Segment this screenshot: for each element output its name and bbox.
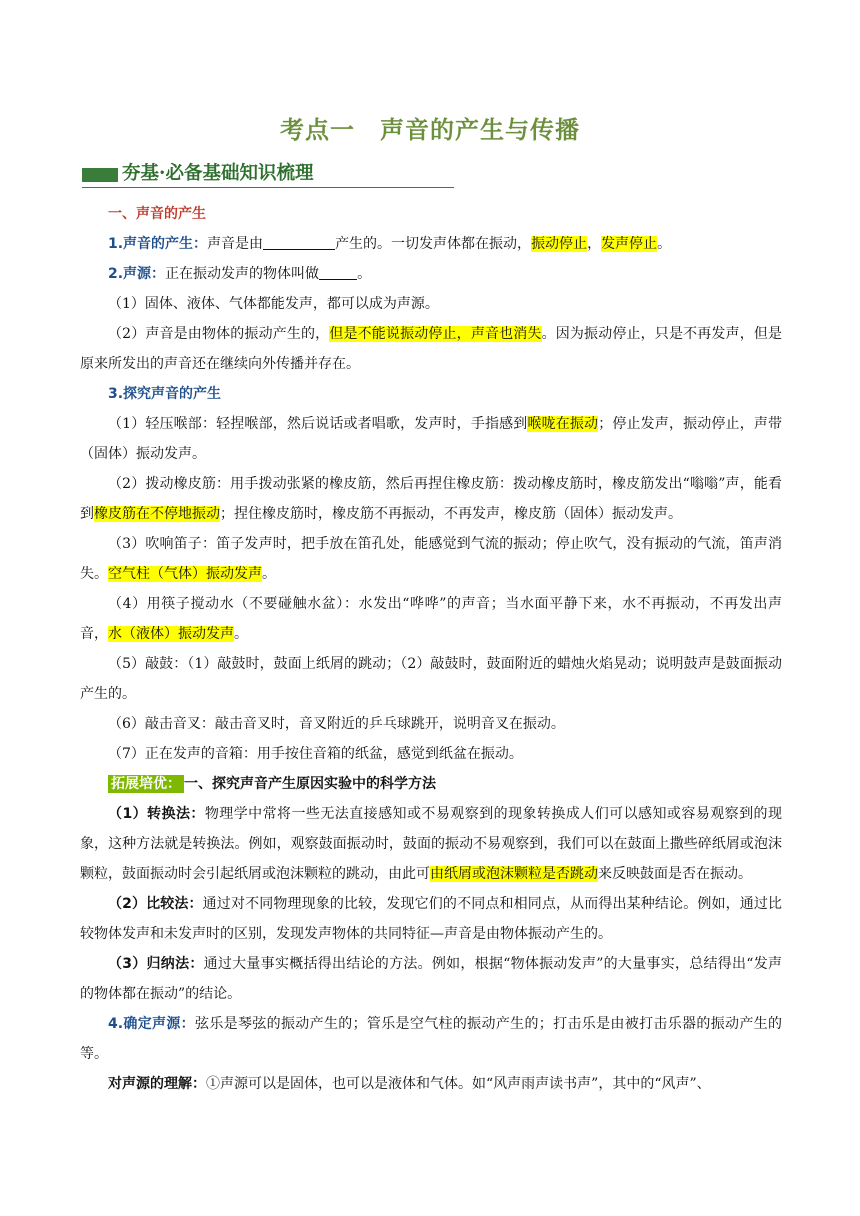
fill-in-blank xyxy=(263,233,335,250)
section-header-text: 夯基·必备基础知识梳理 xyxy=(122,163,314,184)
experiment-3: （3）吹响笛子：笛子发声时，把手放在笛孔处，能感觉到气流的振动；停止吹气，没有振动的气流，笛声消失。空气柱（气体）振动发声。 xyxy=(80,536,782,582)
paragraph-item-1: （1）固体、液体、气体都能发声，都可以成为声源。 xyxy=(108,296,439,312)
experiment-1: （1）轻压喉部：轻捏喉部，然后说话或者唱歌，发声时，手指感到喉咙在振动；停止发声，振动停止，声带（固体）振动发声。 xyxy=(80,416,783,462)
highlight: 空气柱（气体）振动发声 xyxy=(108,566,262,582)
extension-badge: 拓展培优： xyxy=(108,775,184,793)
extension-heading: 拓展培优： 一、探究声音产生原因实验中的科学方法 xyxy=(80,769,782,799)
section-header-bar xyxy=(82,168,118,182)
section-header-underline xyxy=(82,187,454,188)
experiment-6: （6）敲击音叉：敲击音叉时，音叉附近的乒乓球跳开，说明音叉在振动。 xyxy=(108,716,565,732)
highlight: 喉咙在振动 xyxy=(527,416,599,432)
paragraph-source-understanding: 对声源的理解：①声源可以是固体，也可以是液体和气体。如“风声雨声读书声”，其中的“风声”、 xyxy=(108,1076,711,1092)
paragraph-determine-source: 4.确定声源：弦乐是琴弦的振动产生的；管乐是空气柱的振动产生的；打击乐是由被打击乐器的振动产生的等。 xyxy=(80,1016,783,1062)
paragraph-sound-production: 1.声音的产生：声音是由 产生的。一切发声体都在振动，振动停止，发声停止。 xyxy=(80,229,782,259)
experiment-7: （7）正在发声的音箱：用手按住音箱的纸盆，感觉到纸盆在振动。 xyxy=(108,746,523,762)
paragraph-sound-source: 2.声源：正在振动发声的物体叫做 。 xyxy=(80,259,782,289)
experiment-4: （4）用筷子搅动水（不要碰触水盆）：水发出“哗哗”的声音；当水面平静下来，水不再振动，不再发出声音，水（液体）振动发声。 xyxy=(80,596,782,642)
paragraph-item-2: （2）声音是由物体的振动产生的，但是不能说振动停止，声音也消失。因为振动停止，只是不再发声，但是原来所发出的声音还在继续向外传播并存在。 xyxy=(80,326,783,372)
fill-in-blank xyxy=(319,263,357,280)
highlight: 振动停止 xyxy=(531,236,588,252)
highlight: 发声停止 xyxy=(601,236,658,252)
document-body xyxy=(80,198,782,1099)
highlight: 由纸屑或泡沫颗粒是否跳动 xyxy=(430,866,598,882)
method-comparison: （2）比较法：通过对不同物理现象的比较，发现它们的不同点和相同点，从而得出某种结论。例如，通过比较物体发声和未发声时的区别，发现发声物体的共同特征—声音是由物体振动产生的。 xyxy=(80,896,782,942)
method-conversion: （1）转换法：物理学中常将一些无法直接感知或不易观察到的现象转换成人们可以感知或容易观察到的现象，这种方法就是转换法。例如，观察鼓面振动时，鼓面的振动不易观察到，我们可以在鼓面上撒些碎纸屑或泡沫颗粒，鼓面振动时会引起纸屑或泡沫颗粒的跳动，由此可由纸屑或泡沫颗粒是否跳动来反映鼓面是否在振动。 xyxy=(80,806,782,882)
highlight: 但是不能说振动停止，声音也消失 xyxy=(329,326,542,342)
experiment-2: （2）拨动橡皮筋：用手拨动张紧的橡皮筋，然后再捏住橡皮筋：拨动橡皮筋时，橡皮筋发出“嗡嗡”声，能看到橡皮筋在不停地振动；捏住橡皮筋时，橡皮筋不再振动，不再发声，橡皮筋（固体）振动发声。 xyxy=(80,476,782,522)
heading-sound-production: 一、声音的产生 xyxy=(108,206,206,222)
heading-explore: 3.探究声音的产生 xyxy=(108,386,222,402)
highlight: 水（液体）振动发声 xyxy=(108,626,234,642)
section-header xyxy=(82,160,454,188)
method-induction: （3）归纳法：通过大量事实概括得出结论的方法。例如，根据“物体振动发声”的大量事实，总结得出“发声的物体都在振动”的结论。 xyxy=(80,956,782,1002)
highlight: 橡皮筋在不停地振动 xyxy=(94,506,220,522)
page-title: 考点一 声音的产生与传播 xyxy=(280,116,580,144)
experiment-5: （5）敲鼓：（1）敲鼓时，鼓面上纸屑的跳动；（2）敲鼓时，鼓面附近的蜡烛火焰晃动；说明鼓声是鼓面振动产生的。 xyxy=(80,656,782,702)
